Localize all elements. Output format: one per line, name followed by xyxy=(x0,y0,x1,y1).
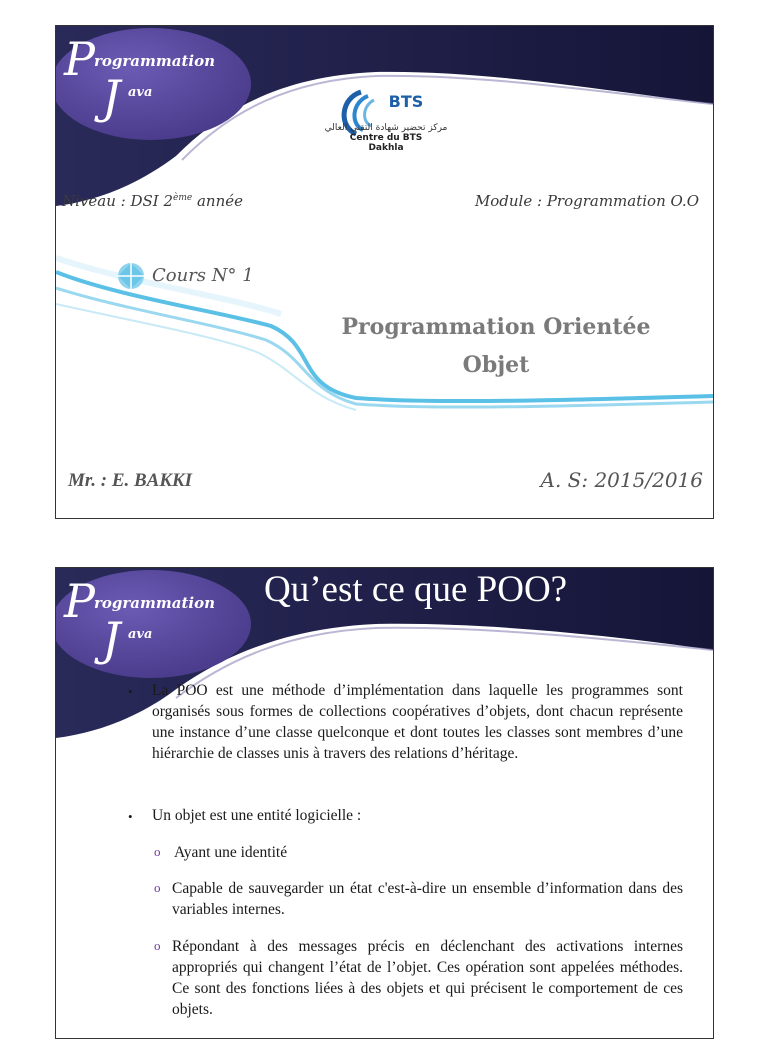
course-title-line-1: Programmation Orientée xyxy=(341,314,651,340)
course-title xyxy=(296,314,696,378)
niveau-sup: ème xyxy=(173,193,193,203)
author-label: Mr. : E. BAKKI xyxy=(68,470,193,491)
logo-word-ava: ava xyxy=(128,85,153,100)
bts-logo-text: BTS xyxy=(388,92,424,111)
sub-bullet-2-marker: o xyxy=(154,880,161,895)
school-year-label: A. S: 2015/2016 xyxy=(540,468,703,492)
slide-1 xyxy=(55,25,714,519)
cours-label: Cours N° 1 xyxy=(152,265,254,286)
sub-bullet-2-text: Capable de sauvegarder un état c'est-à-dire un ensemble d’information dans des variables internes. xyxy=(172,880,683,918)
bullet-1-text: La POO est une méthode d’implémentation dans laquelle les programmes sont organisés sous formes de collections coopératives d’objets, dont chacun représente une instance d’une classe quelconque et dont toutes les classes sont membres d’une hiérarchie de classes unis à travers des relations d’héritage. xyxy=(152,682,683,762)
niveau-text: Niveau : DSI 2 xyxy=(62,192,174,210)
bts-centre-text: Centre du BTS xyxy=(349,133,423,143)
niveau-suffix: année xyxy=(192,192,243,210)
logo-word-rogrammation: rogrammation xyxy=(94,594,216,612)
sub-bullet-3-marker: o xyxy=(154,938,161,953)
logo-letter-j: J xyxy=(102,70,121,124)
bts-city-text: Dakhla xyxy=(368,143,404,153)
bullet-2-text: Un objet est une entité logicielle : xyxy=(152,807,362,824)
sub-bullet-3-text: Répondant à des messages précis en déclenchant des activations internes appropriés qui changent l’état de l’objet. Ces opération sont appelées méthodes. Ce sont des fonctions liées à des objets et qui précisent le comportement de ces objets. xyxy=(172,938,683,1018)
bts-logo xyxy=(306,92,466,153)
slide-2-title: Qu’est ce que POO? xyxy=(264,569,568,610)
logo-letter-j: J xyxy=(102,612,121,666)
niveau-label xyxy=(62,192,243,210)
bts-arabic-text: مركز تحضير شهادة التقني العالي xyxy=(324,123,448,133)
bullet-1-marker: • xyxy=(128,684,133,699)
sub-bullet-1-marker: o xyxy=(154,844,161,859)
slide-2 xyxy=(55,567,714,1039)
logo-letter-p: P xyxy=(64,32,95,86)
logo-letter-p: P xyxy=(64,574,95,628)
module-label: Module : Programmation O.O xyxy=(474,192,699,210)
course-title-line-2: Objet xyxy=(462,352,530,378)
logo-word-ava: ava xyxy=(128,627,153,642)
logo-word-rogrammation: rogrammation xyxy=(94,52,216,70)
sub-bullet-1-text: Ayant une identité xyxy=(174,844,288,861)
bullet-2-marker: • xyxy=(128,809,133,824)
